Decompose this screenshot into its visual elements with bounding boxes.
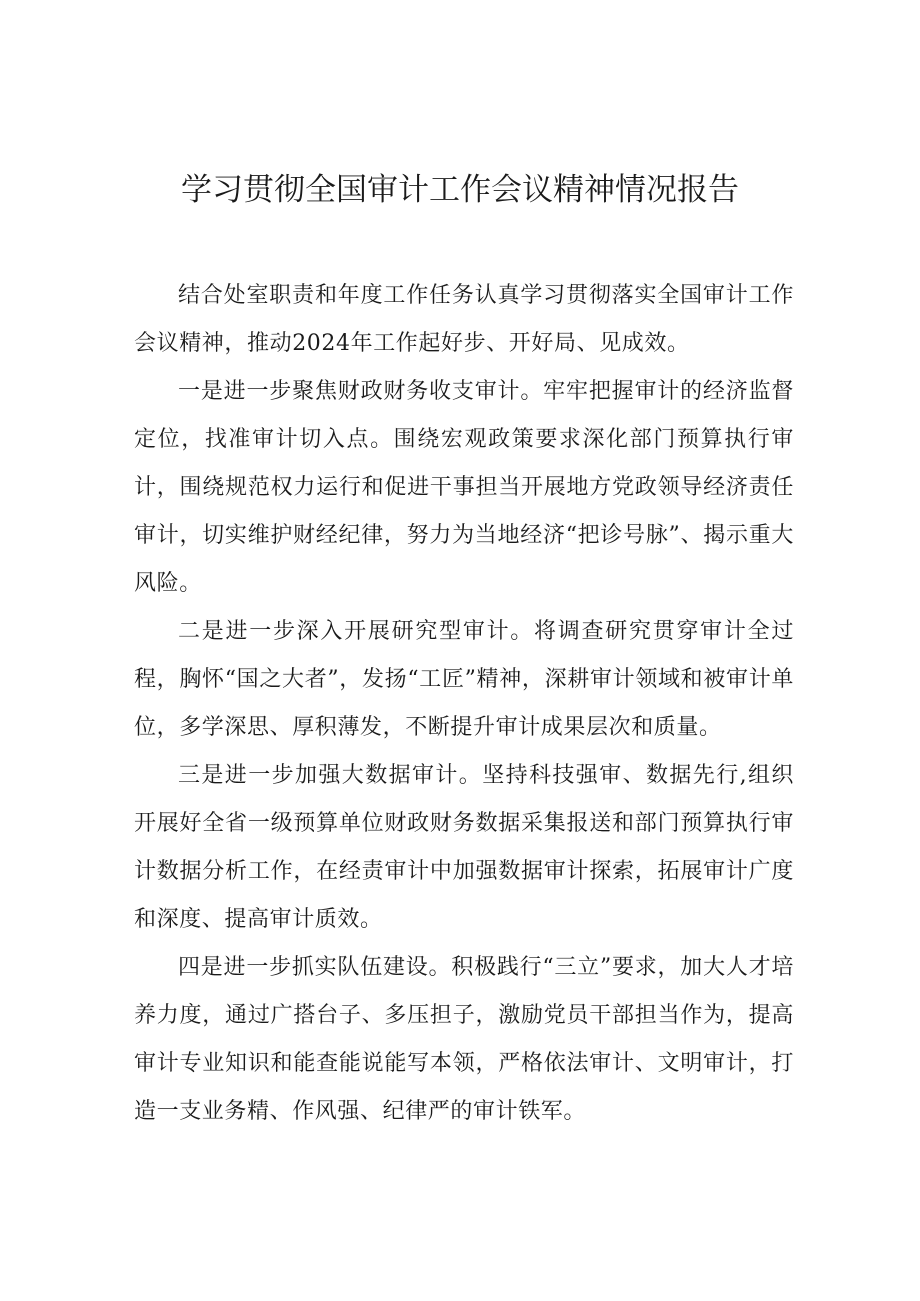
document-body xyxy=(134,272,794,1136)
intro-paragraph: 结合处室职责和年度工作任务认真学习贯彻落实全国审计工作会议精神，推动2024年工作起好步、开好局、见成效。 xyxy=(134,283,794,356)
document-title: 学习贯彻全国审计工作会议精神情况报告 xyxy=(181,172,739,208)
paragraph-point-four: 四是进一步抓实队伍建设。积极践行“三立”要求，加大人才培养力度，通过广搭台子、多压担子，激励党员干部担当作为，提高审计专业知识和能查能说能写本领，严格依法审计、文明审计，打造一支业务精、作风强、纪律严的审计铁军。 xyxy=(134,955,794,1124)
paragraph-point-two: 二是进一步深入开展研究型审计。将调查研究贯穿审计全过程，胸怀“国之大者”，发扬“工匠”精神，深耕审计领域和被审计单位，多学深思、厚积薄发，不断提升审计成果层次和质量。 xyxy=(134,619,794,740)
paragraph-point-one: 一是进一步聚焦财政财务收支审计。牢牢把握审计的经济监督定位，找准审计切入点。围绕宏观政策要求深化部门预算执行审计，围绕规范权力运行和促进干事担当开展地方党政领导经济责任审计，切实维护财经纪律，努力为当地经济“把诊号脉”、揭示重大风险。 xyxy=(134,379,794,596)
paragraph-point-three: 三是进一步加强大数据审计。坚持科技强审、数据先行,组织开展好全省一级预算单位财政财务数据采集报送和部门预算执行审计数据分析工作，在经责审计中加强数据审计探索，拓展审计广度和深度、提高审计质效。 xyxy=(134,763,794,932)
